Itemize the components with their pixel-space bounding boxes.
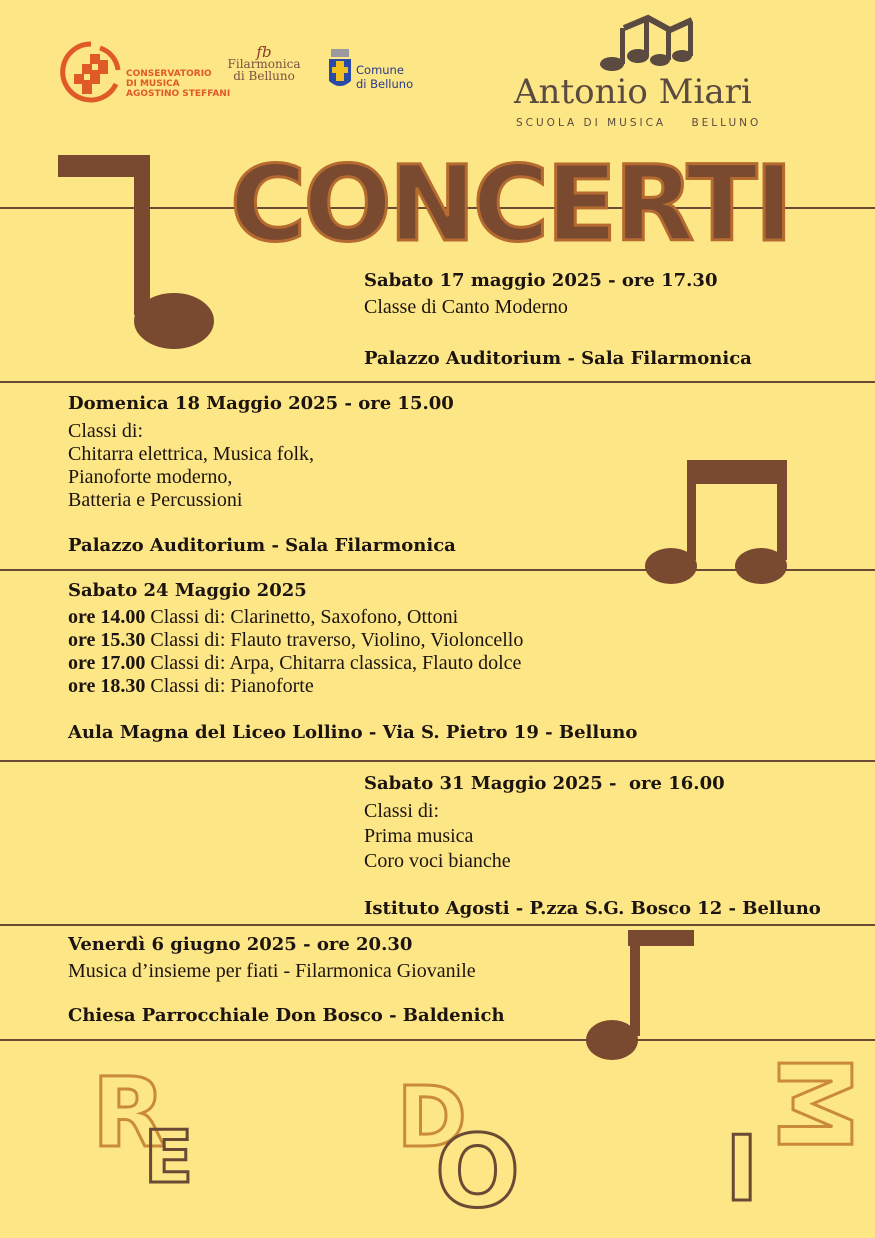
event-venue: Palazzo Auditorium - Sala Filarmonica (364, 348, 752, 369)
event-line: Batteria e Percussioni (68, 489, 243, 511)
event-slot (68, 675, 637, 698)
event-venue: Aula Magna del Liceo Lollino - Via S. Pietro 19 - Belluno (68, 722, 638, 743)
solfege-do (395, 1068, 535, 1230)
letter-m: M (755, 1054, 872, 1154)
event-venue: Istituto Agosti - P.zza S.G. Bosco 12 - Belluno (364, 898, 821, 919)
event-date: Sabato 17 maggio 2025 - ore 17.30 (364, 270, 718, 291)
event-line: Musica d’insieme per fiati - Filarmonica Giovanile (68, 960, 476, 982)
slot-time: ore 17.00 (68, 652, 146, 674)
slot-time: ore 14.00 (68, 606, 146, 628)
letter-d: D (397, 1068, 467, 1166)
letter-r: R (92, 1057, 166, 1169)
event-3 (68, 580, 637, 743)
event-date: Domenica 18 Maggio 2025 - ore 15.00 (68, 393, 454, 414)
event-venue: Palazzo Auditorium - Sala Filarmonica (68, 535, 456, 556)
school-subtitle: SCUOLA DI MUSICA BELLUNO (516, 117, 762, 129)
letter-i: I (725, 1117, 759, 1222)
eighth-note-rest-icon (58, 155, 218, 355)
slot-desc: Classi di: Flauto traverso, Violino, Violoncello (150, 629, 524, 651)
filarmonica-line-1: Filarmonica (227, 57, 301, 71)
conservatorio-line-1: CONSERVATORIO (126, 69, 212, 79)
event-line: Classe di Canto Moderno (364, 296, 568, 318)
conservatorio-line-3: AGOSTINO STEFFANI (126, 89, 231, 99)
event-date: Venerdì 6 giugno 2025 - ore 20.30 (68, 934, 413, 955)
slot-time: ore 15.30 (68, 629, 146, 651)
event-line: Coro voci bianche (364, 850, 511, 872)
event-slot (68, 629, 637, 652)
filarmonica-line-2: di Belluno (233, 69, 295, 83)
staff-line-4 (0, 760, 875, 762)
event-line: Chitarra elettrica, Musica folk, (68, 443, 315, 465)
comune-line-1: Comune (356, 63, 404, 77)
event-date: Sabato 24 Maggio 2025 (68, 580, 307, 601)
event-line: Classi di: (364, 800, 440, 822)
staff-line-6 (0, 1039, 875, 1041)
event-venue: Chiesa Parrocchiale Don Bosco - Baldenich (68, 1005, 505, 1026)
event-slot (68, 652, 637, 675)
staff-line-2 (0, 381, 875, 383)
comune-crest-icon (328, 47, 352, 93)
letter-e: E (144, 1115, 194, 1199)
conservatorio-emblem-icon (60, 40, 122, 104)
slot-desc: Classi di: Pianoforte (150, 675, 314, 697)
eighth-note-icon (586, 930, 698, 1066)
filarmonica-mark: fb (256, 43, 272, 61)
letter-o: O (435, 1113, 521, 1230)
event-1 (364, 270, 752, 369)
event-date: Sabato 31 Maggio 2025 - ore 16.00 (364, 773, 725, 794)
solfege-re (90, 1050, 215, 1199)
event-line: Pianoforte moderno, (68, 466, 233, 488)
conservatorio-line-2: DI MUSICA (126, 79, 180, 89)
school-name: Antonio Miari (514, 72, 752, 112)
filarmonica-logo (224, 43, 304, 83)
solfege-mi (675, 1052, 872, 1222)
conservatorio-logo (60, 40, 231, 104)
page-title: CONCERTI (230, 143, 791, 265)
music-notes-icon (598, 16, 708, 72)
slot-desc: Classi di: Arpa, Chitarra classica, Flauto dolce (150, 652, 522, 674)
staff-line-5 (0, 924, 875, 926)
slot-desc: Classi di: Clarinetto, Saxofono, Ottoni (150, 606, 459, 628)
beamed-notes-icon (645, 458, 795, 588)
slot-time: ore 18.30 (68, 675, 146, 697)
event-line: Classi di: (68, 420, 144, 442)
event-2 (68, 393, 456, 556)
event-line: Prima musica (364, 825, 474, 847)
event-slot (68, 606, 637, 629)
event-4 (364, 773, 821, 919)
comune-line-2: di Belluno (356, 77, 414, 91)
event-5 (68, 934, 505, 1026)
